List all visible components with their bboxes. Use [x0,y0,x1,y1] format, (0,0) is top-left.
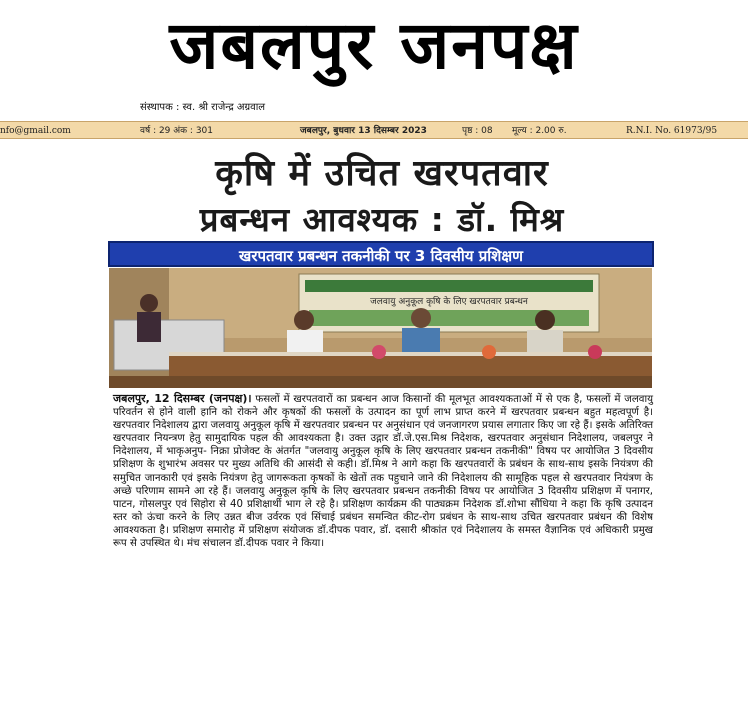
founder-line: संस्थापक : स्व. श्री राजेन्द्र अग्रवाल [140,102,266,113]
photo-banner-text: जलवायु अनुकूल कृषि के लिए खरपतवार प्रबन्धन [370,297,528,307]
article-paragraph: फसलों में खरपतवारों का प्रबन्धन आज किसानों की मूलभूत आवश्यकताओं में से एक है, फसलों में जलवायु परिवर्तन से होने वाली हानि को रोकने और कृषकों की फसलों के उत्पादन का पूर्ण लाभ प्राप्त करने में खरपतवार प्रबन्धन बहुत महत्वपूर्ण है। खरपतवार निदेशालय द्वारा जलवायु अनुकूल कृषि में खरपतवार प्रबन्धन पर अनुसंधान एवं जनजागरण प्रयास लगातार किए जा रहे हैं। इसके अतिरिक्त खरपतवार नियन्त्रण हेतु सामुदायिक पहल की आवश्यकता है। उक्त उद्गार डॉ.जे.एस.मिश्र निदेशक, खरपतवार अनुसंधान निदेशालय, जबलपुर ने निदेशालय, में भाकृअनुप- निक्रा प्रोजेक्ट के अंतर्गत "जलवायु अनुकूल कृषि के लिए खरपतवार प्रबन्धन तकनीकी" विषय पर आयोजित 3 दिवसीय प्रशिक्षण के शुभारंभ अवसर पर मुख्य अतिथि की आसंदी से कही। डॉ.मिश्र ने आगे कहा कि खरपतवारों के प्रबंधन के साथ-साथ इसके नियंत्रण की समुचित जानकारी एवं इसके नियंत्रण हेतु जागरूकता कृषकों के खेतों तक पहुचाने जाने की निदेशालय की सामूहिक पहल से खरपतवार नियंत्रण के अच्छे परिणाम सामने आ रहे हैं। जलवायु अनुकूल कृषि के लिए खरपतवार प्रबन्धन तकनीकी विषय पर आयोजित 3 दिवसीय प्रशिक्षण में पनागर, पाटन, गोसलपुर एवं सिहोरा से 40 प्रशिक्षार्थी भाग ले रहे है। प्रशिक्षण कार्यक्रम की पाठ्यक्रम निदेशक डॉ.शोभा सौंधिया ने कहा कि कृषि उत्पादन स्तर को ऊंचा करने के लिए उन्नत बीज उर्वरक एवं सिंचाई प्रबंधन समन्वित कीट-रोग प्रबंधन के साथ-साथ उचित खरपतवार प्रबंधन की विशेष आवश्यकता है। प्रशिक्षण समारोह में प्रशिक्षण संयोजक डॉ.दीपक पवार, डॉ. दसारी श्रीकांत एवं निदेशालय के समस्त वैज्ञानिक एवं अधिकारी प्रमुख रूप से उपस्थित थे। मंच संचालन डॉ.दीपक पवार ने किया। [113,394,654,550]
headline-line-2: प्रबन्धन आवश्यक : डॉ. मिश्र [199,200,565,239]
masthead [0,0,748,118]
article-dateline: जबलपुर, 12 दिसम्बर (जनपक्ष)। [113,392,252,405]
event-photo-illustration [109,268,652,388]
info-bar [0,121,748,139]
page-count: पृष्ठ : 08 [462,126,493,136]
volume-issue: वर्ष : 29 अंक : 301 [140,126,213,136]
headline-line-1: कृषि में उचित खरपतवार [215,153,549,194]
price: मूल्य : 2.00 रु. [512,126,567,136]
email-address: nfo@gmail.com [0,126,71,136]
article-headline [108,152,656,242]
article-body [113,392,653,550]
edition-date: जबलपुर, बुधवार 13 दिसम्बर 2023 [300,126,427,136]
newspaper-title: जबलपुर जनपक्ष [169,7,579,84]
rni-number: R.N.I. No. 61973/95 [626,126,718,136]
event-photo [109,268,652,388]
article-text [113,392,653,550]
article-subheadline: खरपतवार प्रबन्धन तकनीकी पर 3 दिवसीय प्रशिक्षण [108,241,654,267]
